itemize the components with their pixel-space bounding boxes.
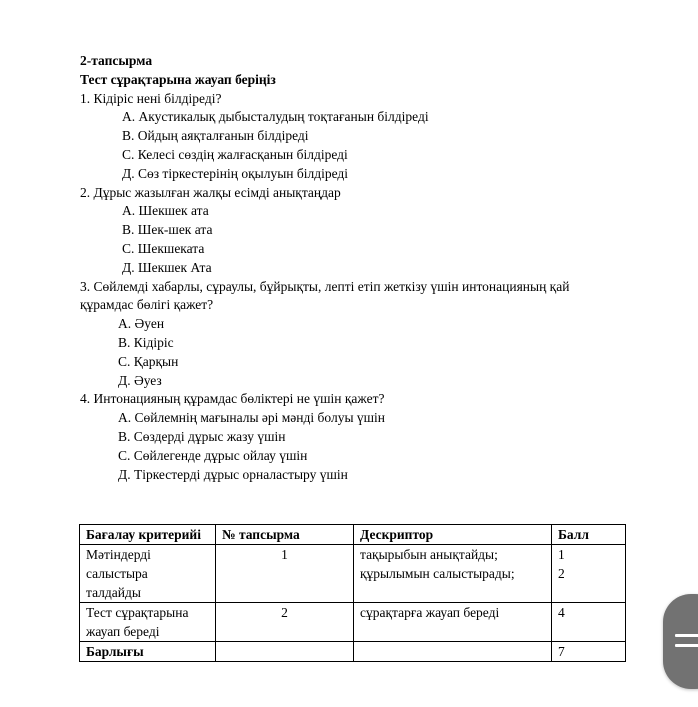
header-score: Балл <box>552 525 626 545</box>
table-row <box>80 603 626 642</box>
answer-option: С. Шекшеката <box>122 240 205 256</box>
question-text: 3. Сөйлемді хабарлы, сұраулы, бұйрықты, лепті етіп жеткізу үшін интонацияның қай <box>80 278 570 294</box>
answer-option: В. Кідіріс <box>118 334 174 350</box>
answer-option: Д. Шекшек Ата <box>122 259 212 275</box>
score-cell: 4 <box>552 603 626 642</box>
question-text-continued: құрамдас бөлігі қажет? <box>80 297 214 313</box>
answer-option: Д. Сөз тіркестерінің оқылуын білдіреді <box>122 165 349 181</box>
answer-option: А. Шекшек ата <box>122 203 209 219</box>
answer-option: Д. Әуез <box>118 372 162 388</box>
answer-option: С. Келесі сөздің жалғасқанын білдіреді <box>122 146 348 162</box>
answer-option: С. Қарқын <box>118 353 179 369</box>
question-text: 1. Кідіріс нені білдіреді? <box>80 90 222 106</box>
answer-option: Д. Тіркестерді дұрыс орналастыру үшін <box>118 466 348 482</box>
table-total-row <box>80 642 626 662</box>
task-cell: 2 <box>216 603 354 642</box>
header-task-number: № тапсырма <box>216 525 354 545</box>
descriptor-cell: тақырыбын анықтайды; құрылымын салыстырады; <box>354 545 552 603</box>
task-instruction: Тест сұрақтарына жауап беріңіз <box>80 71 276 87</box>
menu-button[interactable] <box>663 594 698 689</box>
answer-option: А. Сөйлемнің мағыналы әрі мәнді болуы үшін <box>118 410 386 426</box>
assessment-table <box>79 524 626 662</box>
empty-cell <box>216 642 354 662</box>
table-header-row <box>80 525 626 545</box>
empty-cell <box>354 642 552 662</box>
answer-option: В. Ойдың аяқталғанын білдіреді <box>122 128 309 144</box>
question-2 <box>80 184 625 278</box>
total-label: Барлығы <box>80 642 216 662</box>
task-cell: 1 <box>216 545 354 603</box>
answer-option: В. Сөздерді дұрыс жазу үшін <box>118 428 286 444</box>
answer-option: А. Әуен <box>118 316 165 332</box>
question-4 <box>80 390 625 484</box>
question-text: 2. Дұрыс жазылған жалқы есімді анықтаңдар <box>80 184 341 200</box>
score-cell: 1 2 <box>552 545 626 603</box>
total-score: 7 <box>552 642 626 662</box>
task-number: 2-тапсырма <box>80 53 153 68</box>
table-row <box>80 545 626 603</box>
descriptor-cell: сұрақтарға жауап береді <box>354 603 552 642</box>
question-3 <box>80 278 625 391</box>
header-criterion: Бағалау критерийі <box>80 525 216 545</box>
header-descriptor: Дескриптор <box>354 525 552 545</box>
criterion-cell: Мәтіндерді салыстыра талдайды <box>80 545 216 603</box>
answer-option: А. Акустикалық дыбысталудың тоқтағанын білдіреді <box>122 109 429 125</box>
criterion-cell: Тест сұрақтарына жауап береді <box>80 603 216 642</box>
answer-option: В. Шек-шек ата <box>122 222 213 238</box>
question-1 <box>80 90 625 184</box>
document-body <box>80 52 625 484</box>
answer-option: С. Сөйлегенде дұрыс ойлау үшін <box>118 447 308 463</box>
question-text: 4. Интонацияның құрамдас бөліктері не үшін қажет? <box>80 391 385 407</box>
